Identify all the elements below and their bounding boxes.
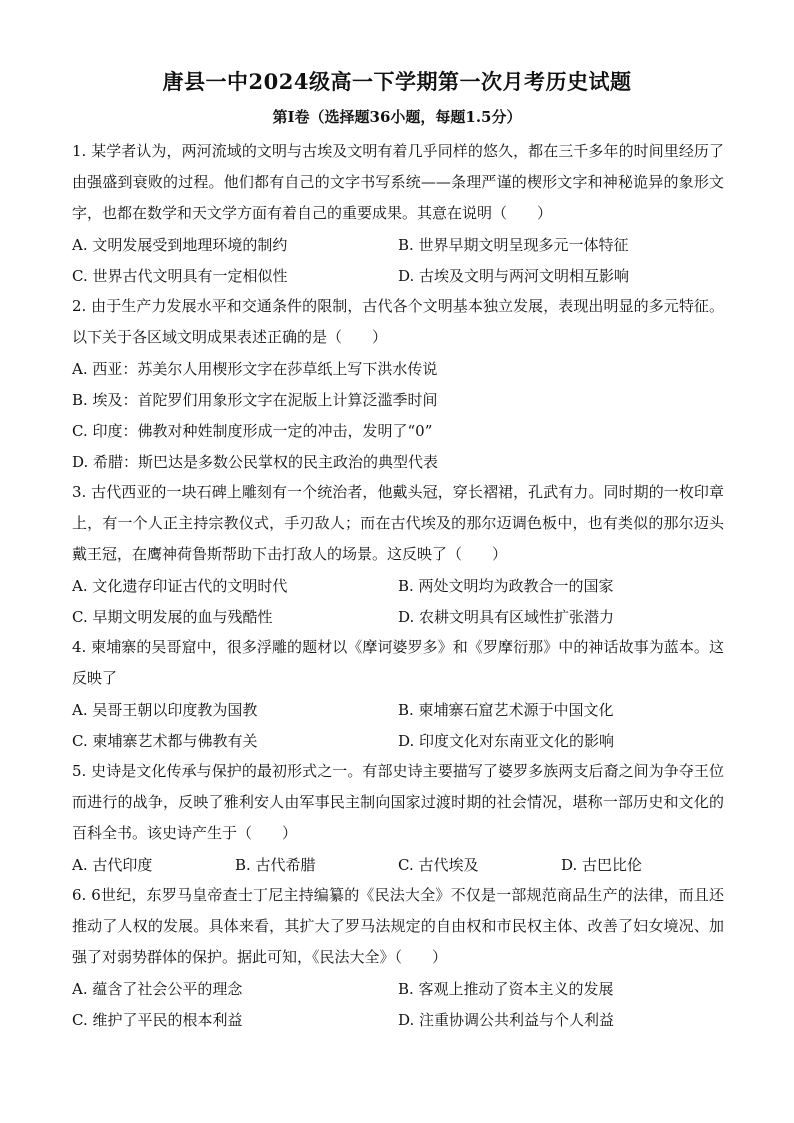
option-c[interactable]: C. 维护了平民的根本利益	[72, 1011, 243, 1029]
question-list	[72, 136, 724, 1035]
option-d[interactable]: D. 希腊：斯巴达是多数公民掌权的民主政治的典型代表	[72, 453, 439, 471]
question-3	[72, 477, 724, 632]
option-d[interactable]: D. 注重协调公共利益与个人利益	[398, 1011, 615, 1029]
option-b[interactable]: B. 两处文明均为政教合一的国家	[398, 577, 614, 595]
option-a[interactable]: A. 吴哥王朝以印度教为国教	[72, 701, 258, 719]
option-b[interactable]: B. 古代希腊	[235, 856, 316, 874]
option-list	[72, 694, 724, 756]
option-list	[72, 229, 724, 291]
option-c[interactable]: C. 古代埃及	[398, 856, 479, 874]
option-d[interactable]: D. 农耕文明具有区域性扩张潜力	[398, 608, 615, 626]
option-a[interactable]: A. 古代印度	[72, 856, 153, 874]
option-b[interactable]: B. 客观上推动了资本主义的发展	[398, 980, 614, 998]
option-d[interactable]: D. 古巴比伦	[561, 856, 643, 874]
option-list	[72, 353, 724, 477]
option-a[interactable]: A. 蕴含了社会公平的理念	[72, 980, 243, 998]
question-stem: 1. 某学者认为，两河流域的文明与古埃及文明有着几乎同样的悠久，都在三千多年的时间里经历了由强盛到衰败的过程。他们都有自己的文字书写系统——条理严谨的楔形文字和神秘诡异的象形文字，也都在数学和天文学方面有着自己的重要成果。其意在说明（ ）	[72, 142, 724, 222]
question-4	[72, 632, 724, 756]
option-b[interactable]: B. 世界早期文明呈现多元一体特征	[398, 236, 629, 254]
exam-title: 唐县一中2024级高一下学期第一次月考历史试题	[162, 69, 632, 94]
question-stem: 2. 由于生产力发展水平和交通条件的限制，古代各个文明基本独立发展，表现出明显的多元特征。以下关于各区域文明成果表述正确的是（ ）	[72, 297, 724, 346]
question-stem: 6. 6世纪，东罗马皇帝查士丁尼主持编纂的《民法大全》不仅是一部规范商品生产的法律，而且还推动了人权的发展。具体来看，其扩大了罗马法规定的自由权和市民权主体、改善了妇女境况、加强了对弱势群体的保护。据此可知，《民法大全》（ ）	[72, 886, 724, 966]
question-1	[72, 136, 724, 291]
option-b[interactable]: B. 柬埔寨石窟艺术源于中国文化	[398, 701, 614, 719]
option-d[interactable]: D. 古埃及文明与两河文明相互影响	[398, 267, 630, 285]
question-stem: 3. 古代西亚的一块石碑上雕刻有一个统治者，他戴头冠，穿长褶裙，孔武有力。同时期的一枚印章上，有一个人正主持宗教仪式，手刃敌人；而在古代埃及的那尔迈调色板中，也有类似的那尔迈头戴王冠，在鹰神荷鲁斯帮助下击打敌人的场景。这反映了（ ）	[72, 483, 724, 563]
option-c[interactable]: C. 印度：佛教对种姓制度形成一定的冲击，发明了“0”	[72, 422, 433, 440]
question-6	[72, 880, 724, 1035]
option-c[interactable]: C. 柬埔寨艺术都与佛教有关	[72, 732, 258, 750]
question-stem: 4. 柬埔寨的吴哥窟中，很多浮雕的题材以《摩诃婆罗多》和《罗摩衍那》中的神话故事为蓝本。这反映了	[72, 638, 724, 687]
option-list	[72, 570, 724, 632]
option-list	[72, 973, 724, 1035]
option-c[interactable]: C. 早期文明发展的血与残酷性	[72, 608, 273, 626]
option-b[interactable]: B. 埃及：首陀罗们用象形文字在泥版上计算泛滥季时间	[72, 391, 438, 409]
question-stem: 5. 史诗是文化传承与保护的最初形式之一。有部史诗主要描写了婆罗多族两支后裔之间为争夺王位而进行的战争，反映了雅利安人由军事民主制向国家过渡时期的社会情况，堪称一部历史和文化的百科全书。该史诗产生于（ ）	[72, 762, 724, 842]
option-a[interactable]: A. 西亚：苏美尔人用楔形文字在莎草纸上写下洪水传说	[72, 360, 438, 378]
option-c[interactable]: C. 世界古代文明具有一定相似性	[72, 267, 288, 285]
option-a[interactable]: A. 文化遗存印证古代的文明时代	[72, 577, 288, 595]
question-2	[72, 291, 724, 477]
option-a[interactable]: A. 文明发展受到地理环境的制约	[72, 236, 288, 254]
option-list	[72, 849, 724, 880]
question-5	[72, 756, 724, 880]
option-d[interactable]: D. 印度文化对东南亚文化的影响	[398, 732, 615, 750]
section-heading: 第Ⅰ卷（选择题36小题，每题1.5分）	[272, 108, 522, 126]
